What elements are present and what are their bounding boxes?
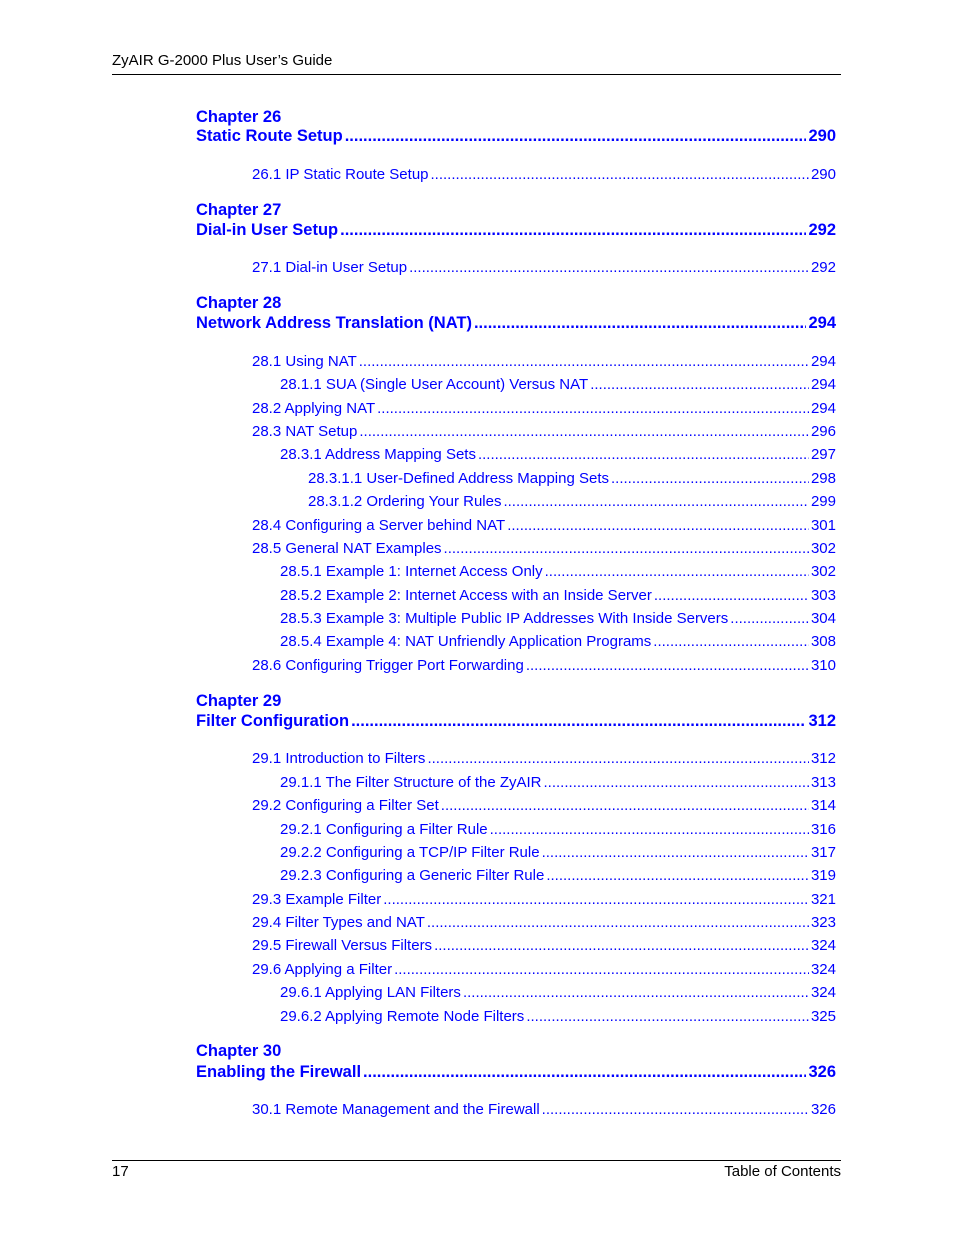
- entry-title: 28.3.1 Address Mapping Sets: [280, 446, 476, 463]
- toc-entry[interactable]: [252, 353, 836, 370]
- entry-title: 28.5.1 Example 1: Internet Access Only: [280, 563, 543, 580]
- entry-page: 325: [810, 1008, 836, 1025]
- entry-title: 29.2.3 Configuring a Generic Filter Rule: [280, 867, 545, 884]
- toc-entry[interactable]: [252, 937, 836, 954]
- entry-title: 28.3 NAT Setup: [252, 423, 358, 440]
- entry-page: 294: [810, 400, 836, 417]
- toc-entry[interactable]: [252, 657, 836, 674]
- chapter-title: Enabling the Firewall: [196, 1063, 362, 1081]
- chapter-page: 312: [808, 712, 836, 730]
- entry-title: 28.5.2 Example 2: Internet Access with an Inside Server: [280, 587, 652, 604]
- toc-entry[interactable]: [280, 867, 836, 884]
- entry-page: 303: [810, 587, 836, 604]
- entry-page: 312: [810, 750, 836, 767]
- toc-entry[interactable]: [280, 376, 836, 393]
- entry-page: 324: [810, 984, 836, 1001]
- toc-entry[interactable]: [252, 961, 836, 978]
- toc-entry[interactable]: [280, 610, 836, 627]
- toc-entry[interactable]: [252, 540, 836, 557]
- entry-page: 302: [810, 540, 836, 557]
- chapter-page: 326: [808, 1063, 836, 1081]
- entry-title: 28.3.1.1 User-Defined Address Mapping Sets: [308, 470, 610, 487]
- chapter-title: Filter Configuration: [196, 712, 350, 730]
- chapter-title: Static Route Setup: [196, 127, 343, 145]
- entry-title: 29.4 Filter Types and NAT: [252, 914, 425, 931]
- toc-entry[interactable]: [308, 470, 836, 487]
- entry-page: 317: [810, 844, 836, 861]
- toc-entry[interactable]: [252, 797, 836, 814]
- entry-page: 321: [810, 891, 836, 908]
- entry-title: 29.3 Example Filter: [252, 891, 382, 908]
- entry-page: 298: [810, 470, 836, 487]
- entry-title: 29.1.1 The Filter Structure of the ZyAIR: [280, 774, 542, 791]
- entry-title: 28.1 Using NAT: [252, 353, 357, 370]
- chapter-label[interactable]: Chapter 30: [196, 1042, 282, 1060]
- entry-title: 26.1 IP Static Route Setup: [252, 166, 429, 183]
- entry-title: 30.1 Remote Management and the Firewall: [252, 1101, 540, 1118]
- entry-page: 310: [810, 657, 836, 674]
- chapter-label[interactable]: Chapter 29: [196, 692, 282, 710]
- entry-page: 323: [810, 914, 836, 931]
- entry-title: 28.5.3 Example 3: Multiple Public IP Addresses With Inside Servers: [280, 610, 729, 627]
- chapter-title-link[interactable]: [196, 221, 836, 240]
- chapter-title: Dial-in User Setup: [196, 221, 339, 239]
- entry-page: 319: [810, 867, 836, 884]
- entry-page: 304: [810, 610, 836, 627]
- toc-entry[interactable]: [252, 423, 836, 440]
- entry-title: 29.2.2 Configuring a TCP/IP Filter Rule: [280, 844, 540, 861]
- entry-title: 28.3.1.2 Ordering Your Rules: [308, 493, 502, 510]
- toc-entry[interactable]: [280, 633, 836, 650]
- chapter-title-link[interactable]: [196, 712, 836, 731]
- entry-title: 28.5 General NAT Examples: [252, 540, 442, 557]
- toc-entry[interactable]: [252, 166, 836, 183]
- entry-title: 28.5.4 Example 4: NAT Unfriendly Application Programs: [280, 633, 652, 650]
- toc-entry[interactable]: [252, 400, 836, 417]
- entry-title: 29.2.1 Configuring a Filter Rule: [280, 821, 488, 838]
- entry-page: 313: [810, 774, 836, 791]
- entry-page: 297: [810, 446, 836, 463]
- guide-title: ZyAIR G-2000 Plus User’s Guide: [112, 52, 333, 69]
- entry-page: 301: [810, 517, 836, 534]
- chapter-title: Network Address Translation (NAT): [196, 314, 472, 332]
- entry-page: 308: [810, 633, 836, 650]
- entry-title: 28.1.1 SUA (Single User Account) Versus NAT: [280, 376, 589, 393]
- entry-title: 29.2 Configuring a Filter Set: [252, 797, 439, 814]
- entry-title: 27.1 Dial-in User Setup: [252, 259, 408, 276]
- entry-page: 302: [810, 563, 836, 580]
- chapter-label[interactable]: Chapter 26: [196, 108, 282, 126]
- entry-title: 29.6.2 Applying Remote Node Filters: [280, 1008, 525, 1025]
- chapter-label[interactable]: Chapter 27: [196, 201, 282, 219]
- toc-entry[interactable]: [252, 891, 836, 908]
- toc-entry[interactable]: [252, 517, 836, 534]
- entry-page: 290: [810, 166, 836, 183]
- chapter-page: 294: [808, 314, 836, 332]
- toc-entry[interactable]: [280, 821, 836, 838]
- entry-page: 299: [810, 493, 836, 510]
- entry-title: 29.6 Applying a Filter: [252, 961, 393, 978]
- toc-entry[interactable]: [252, 914, 836, 931]
- entry-title: 29.6.1 Applying LAN Filters: [280, 984, 461, 1001]
- toc-entry[interactable]: [280, 984, 836, 1001]
- entry-title: 29.1 Introduction to Filters: [252, 750, 426, 767]
- page-number: 17: [112, 1163, 129, 1180]
- entry-page: 326: [810, 1101, 836, 1118]
- chapter-page: 292: [808, 221, 836, 239]
- entry-title: 28.6 Configuring Trigger Port Forwarding: [252, 657, 524, 674]
- entry-page: 294: [810, 353, 836, 370]
- section-name: Table of Contents: [724, 1163, 841, 1180]
- toc-entry[interactable]: [280, 587, 836, 604]
- toc-entry[interactable]: [252, 750, 836, 767]
- entry-page: 314: [810, 797, 836, 814]
- toc-entry[interactable]: [308, 493, 836, 510]
- toc-entry[interactable]: [280, 563, 836, 580]
- entry-page: 316: [810, 821, 836, 838]
- entry-page: 324: [810, 961, 836, 978]
- toc-entry[interactable]: [252, 259, 836, 276]
- page-footer: [112, 1160, 841, 1180]
- entry-page: 294: [810, 376, 836, 393]
- toc-entry[interactable]: [280, 446, 836, 463]
- entry-page: 324: [810, 937, 836, 954]
- entry-page: 292: [810, 259, 836, 276]
- entry-title: 28.2 Applying NAT: [252, 400, 376, 417]
- chapter-label[interactable]: Chapter 28: [196, 294, 282, 312]
- entry-title: 29.5 Firewall Versus Filters: [252, 937, 433, 954]
- chapter-page: 290: [808, 127, 836, 145]
- entry-title: 28.4 Configuring a Server behind NAT: [252, 517, 506, 534]
- toc-entry[interactable]: [280, 844, 836, 861]
- chapter-title-link[interactable]: [196, 314, 836, 333]
- chapter-title-link[interactable]: [196, 1063, 836, 1082]
- toc-entry[interactable]: [252, 1101, 836, 1118]
- entry-page: 296: [810, 423, 836, 440]
- toc-entry[interactable]: [280, 1008, 836, 1025]
- chapter-title-link[interactable]: [196, 127, 836, 146]
- toc-entry[interactable]: [280, 774, 836, 791]
